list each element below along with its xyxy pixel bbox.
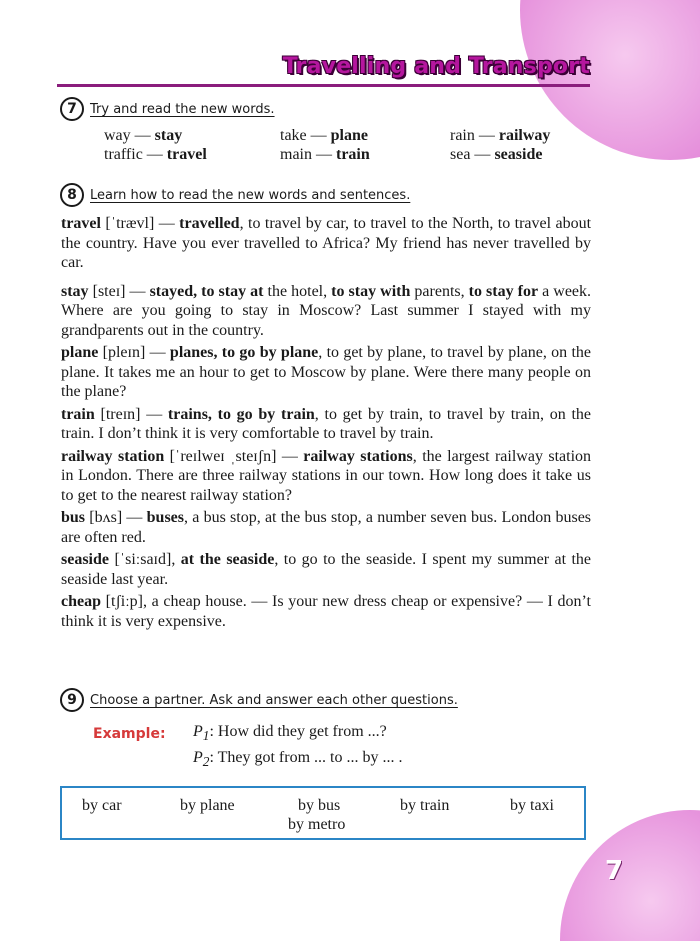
example-lines: [193, 721, 402, 773]
speaker-label: P: [193, 723, 203, 740]
vocab-entry-cheap: [61, 592, 591, 631]
headword: train: [61, 405, 95, 423]
unit-title: Travelling and Transport: [282, 54, 590, 79]
entry-text: , to travel by car, to travel to the North, to travel about the country. Have you ever travelled to Africa? My friend has never travelled by car.: [61, 215, 592, 271]
entry-text: parents,: [410, 282, 469, 300]
headword: bus: [61, 509, 86, 526]
new-word: stay: [154, 127, 183, 144]
headword: plane: [61, 344, 99, 361]
word-pair: [450, 145, 584, 164]
entry-text: , to go to the seaside. I spent my summer at the seaside last year.: [61, 551, 592, 588]
new-word: train: [336, 146, 370, 163]
new-word: seaside: [494, 146, 543, 163]
page-number: 7: [605, 856, 624, 886]
vocab-entry-stay: stay [steɪ] — stayed, to stay at the hotel, to stay with parents, to stay for a week. Where are you going to stay in Moscow? Last summer I stayed with my grandparents out in the country.: [61, 282, 592, 339]
transcription: [treɪn]: [100, 405, 141, 423]
word-pair: [104, 126, 280, 145]
word-pair: [280, 145, 450, 164]
entry-text: a week. Where are you going to stay in Moscow? Last summer I stayed with my grandparents out in the country.: [61, 282, 592, 339]
known-word: way —: [104, 127, 155, 144]
transport-option: by plane: [180, 797, 235, 814]
headword: cheap: [61, 593, 101, 610]
transcription: [ˈsiːsaɪd],: [114, 551, 176, 568]
entry-text: the hotel,: [263, 282, 332, 300]
new-word: travel: [166, 146, 207, 163]
vocab-entry-seaside: [61, 550, 591, 589]
phrase-bold: to stay with: [331, 282, 411, 300]
exercise-9-heading: [60, 688, 458, 712]
new-word: railway: [498, 127, 551, 144]
word-forms: planes, to go by plane: [169, 344, 319, 361]
headword: stay: [61, 282, 89, 300]
vocabulary-entries: [61, 214, 591, 631]
transport-option: by bus: [298, 797, 341, 814]
speaker-index: 2: [202, 754, 210, 770]
speaker-label: P: [193, 749, 203, 767]
word-pair: [104, 145, 280, 164]
transcription: [steɪ]: [92, 282, 126, 300]
question-text: : How did they get from ...?: [209, 723, 387, 740]
word-row: [104, 126, 584, 145]
transport-option: by metro: [288, 816, 346, 833]
headword: travel: [61, 215, 101, 232]
word-forms: travelled: [179, 215, 240, 232]
transport-option: by taxi: [510, 797, 554, 814]
exercise-number-badge: 8: [60, 183, 84, 207]
transcription: [bʌs]: [89, 509, 123, 526]
exercise-instruction: Choose a partner. Ask and answer each other questions.: [90, 692, 458, 708]
known-word: main —: [280, 146, 336, 163]
headword: railway station: [61, 447, 165, 465]
word-forms: buses: [146, 509, 185, 526]
entry-text: , a bus stop, at the bus stop, a number seven bus. London buses are often red.: [61, 509, 592, 546]
exercise-7-heading: [60, 97, 275, 121]
transport-options-box: [60, 786, 586, 840]
example-line-p2: [193, 747, 402, 773]
transcription: [tʃiːp],: [105, 593, 147, 610]
example-label: Example:: [93, 726, 166, 742]
word-forms: at the seaside: [180, 551, 275, 568]
entry-text: , the largest railway station in London. There are three railway stations in our town. How long does it take us to get to the nearest railway station?: [61, 447, 592, 504]
word-forms: trains, to go by train: [167, 405, 315, 423]
known-word: take —: [280, 127, 331, 144]
word-pair: [280, 126, 450, 145]
entry-text: , to get by plane, to travel by plane, on the plane. It takes me an hour to get to Moscow by plane. Were there many people on the plane?: [61, 344, 592, 400]
transcription: [ˈreɪlweɪ ˌsteɪʃn]: [169, 447, 277, 465]
known-word: sea —: [450, 146, 495, 163]
exercise-number-badge: 7: [60, 97, 84, 121]
transport-option: by car: [82, 797, 122, 814]
entry-text: a cheap house. — Is your new dress cheap or expensive? — I don’t think it is very expensive.: [61, 593, 591, 630]
vocab-entry-plane: plane [pleɪn] — planes, to go by plane, to get by plane, to travel by plane, on the plane. It takes me an hour to get to Moscow by plane. Were there many people on the plane?: [61, 344, 592, 400]
transcription: [pleɪn]: [102, 344, 146, 361]
exercise-instruction: Learn how to read the new words and sentences.: [90, 187, 411, 203]
new-word: plane: [330, 127, 368, 144]
exercise-8-heading: [60, 183, 410, 207]
headword: seaside: [61, 551, 109, 568]
exercise-number-badge: 9: [60, 688, 84, 712]
phrase-bold: to stay for: [468, 282, 539, 300]
vocab-entry-train: train [treɪn] — trains, to go by train, to get by train, to travel by train, on the train. I don’t think it is very comfortable to travel by train.: [61, 405, 592, 442]
word-pair: [450, 126, 584, 145]
word-row: [104, 145, 584, 164]
transcription: [ˈtrævl]: [105, 215, 155, 232]
example-line-p1: [193, 721, 402, 747]
transport-option: by train: [400, 797, 450, 814]
known-word: rain —: [450, 127, 499, 144]
vocab-entry-railway-station: railway station [ˈreɪlweɪ ˌsteɪʃn] — railway stations, the largest railway station in London. There are three railway stations in our town. How long does it take us to get to the nearest railway station?: [61, 447, 592, 504]
speaker-index: 1: [202, 728, 210, 744]
new-words-grid: [104, 126, 584, 164]
entry-text: , to get by train, to travel by train, on the train. I don’t think it is very comfortable to travel by train.: [61, 405, 592, 442]
known-word: traffic —: [104, 146, 167, 163]
title-rule: [57, 84, 590, 87]
vocab-entry-bus: bus [bʌs] — buses, a bus stop, at the bus stop, a number seven bus. London buses are often red.: [61, 509, 592, 546]
vocab-entry-travel: travel [ˈtrævl] — travelled, to travel by car, to travel to the North, to travel about the country. Have you ever travelled to Africa? My friend has never travelled by car.: [61, 215, 592, 271]
word-forms: stayed, to stay at: [149, 282, 264, 300]
exercise-instruction: Try and read the new words.: [90, 101, 275, 117]
answer-text: : They got from ... to ... by ... .: [209, 749, 403, 767]
word-forms: railway stations: [303, 447, 413, 465]
